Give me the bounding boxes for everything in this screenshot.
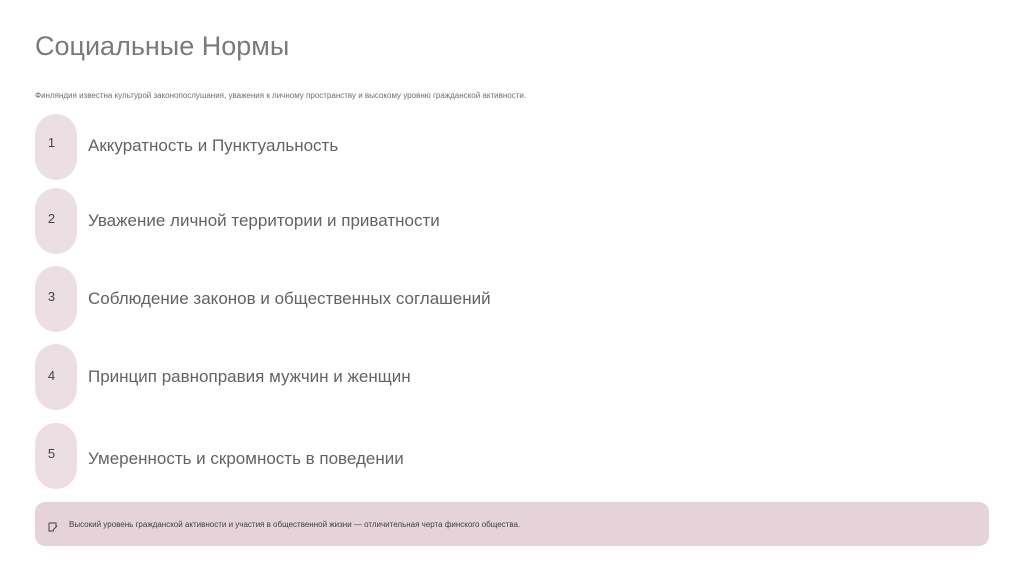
list-item [35,188,835,254]
item-label: Принцип равноправия мужчин и женщин [88,367,411,386]
slide-subtitle: Финляндия известна культурой законопослушания, уважения к личному пространству и высокому уровню гражданской активности. [35,91,527,100]
item-number: 2 [47,211,56,226]
item-label: Соблюдение законов и общественных соглашений [88,289,491,308]
note-text: Высокий уровень гражданской активности и участия в общественной жизни — отличительная черта финского общества. [69,520,521,529]
item-number: 4 [47,368,56,383]
list-item [35,344,835,410]
item-number: 1 [47,135,56,150]
list-item [35,114,835,180]
item-number: 3 [47,289,56,304]
item-label: Умеренность и скромность в поведении [88,449,404,468]
note-edit-icon [48,519,58,529]
slide-title: Социальные Нормы [35,31,290,61]
list-item [35,423,835,489]
callout-note [35,502,989,546]
item-label: Уважение личной территории и приватности [88,211,440,230]
item-number: 5 [47,446,56,461]
item-label: Аккуратность и Пунктуальность [88,136,339,155]
list-item [35,266,835,332]
